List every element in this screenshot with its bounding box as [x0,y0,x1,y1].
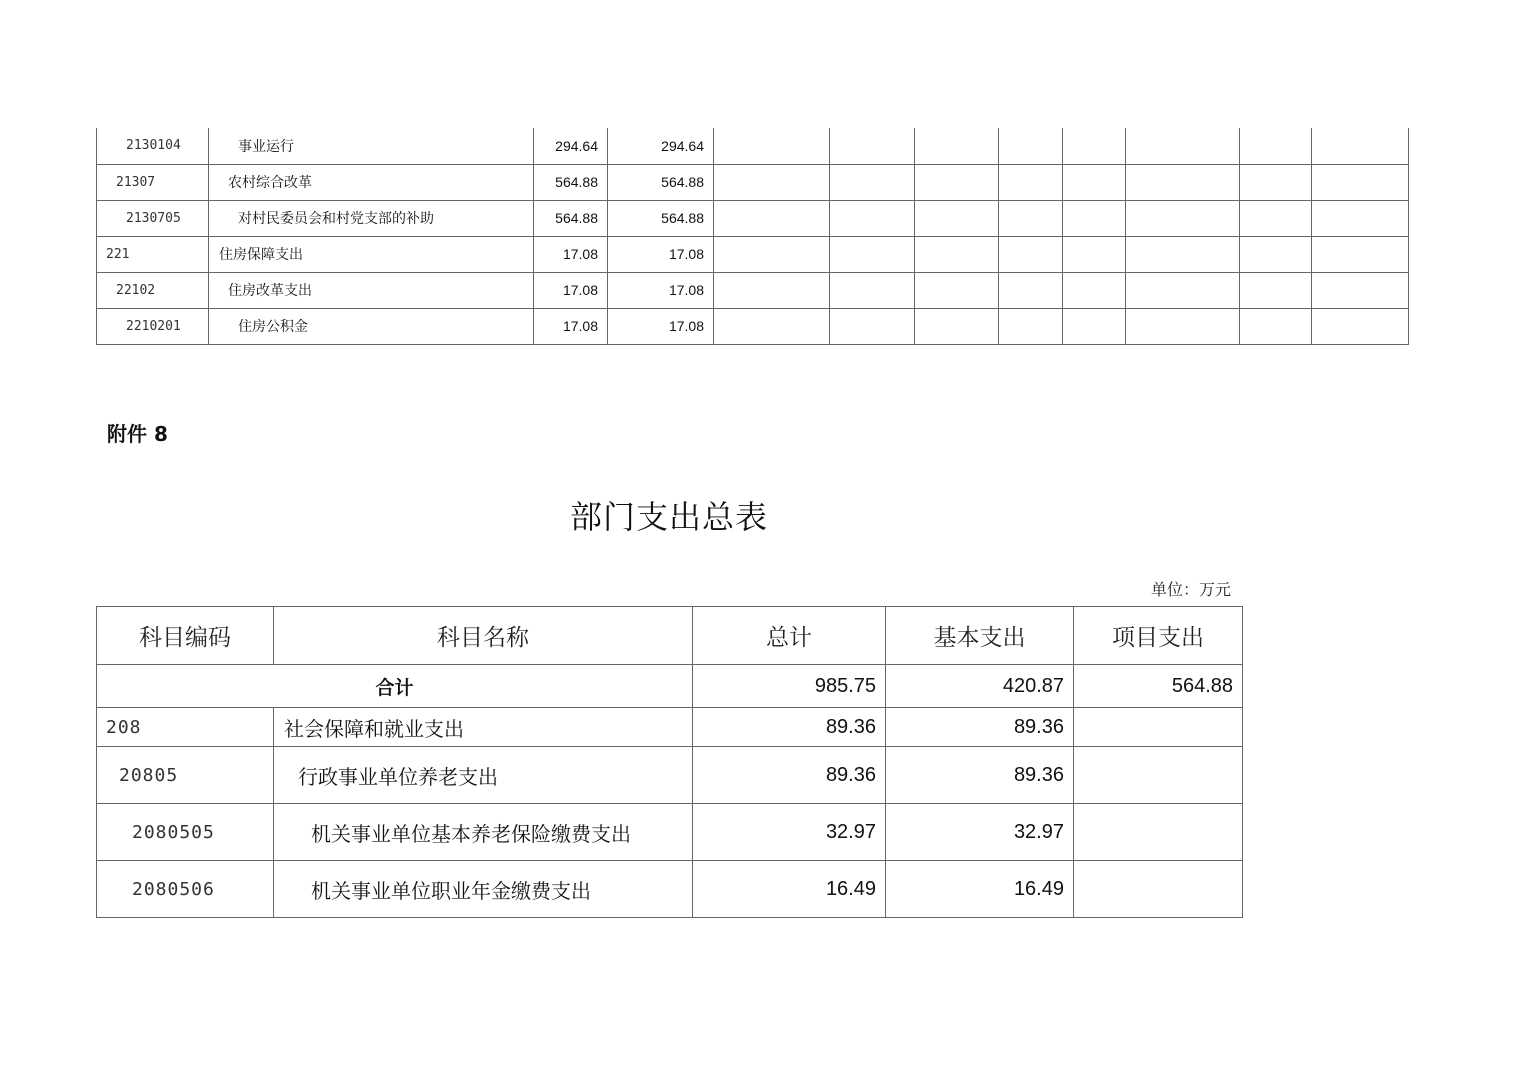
basic-value: 16.49 [886,861,1074,918]
table-row [97,200,1409,236]
subject-code: 2210201 [97,308,209,344]
subject-code: 2130705 [97,200,209,236]
table-row [97,861,1243,918]
total-value: 89.36 [693,747,886,804]
table-row [97,164,1409,200]
subject-name: 农村综合改革 [209,164,534,200]
subject-name: 行政事业单位养老支出 [274,747,693,804]
total-value: 17.08 [534,308,608,344]
total-row [97,665,1243,708]
table-row [97,747,1243,804]
table-row [97,236,1409,272]
table-row [97,708,1243,747]
subject-name: 机关事业单位职业年金缴费支出 [274,861,693,918]
subject-code: 208 [97,708,274,747]
table-row [97,272,1409,308]
subject-name: 住房保障支出 [209,236,534,272]
page-title: 部门支出总表 [569,498,768,536]
subject-name: 事业运行 [209,128,534,164]
header-project-expenditure: 项目支出 [1074,607,1243,665]
total-value: 17.08 [534,272,608,308]
subject-name: 住房改革支出 [209,272,534,308]
basic-value: 564.88 [608,200,714,236]
project-value [1074,861,1243,918]
subject-code: 2130104 [97,128,209,164]
total-value: 32.97 [693,804,886,861]
project-value [1074,747,1243,804]
total-value: 16.49 [693,861,886,918]
basic-value: 564.88 [608,164,714,200]
basic-value: 420.87 [886,665,1074,708]
total-value: 17.08 [534,236,608,272]
subject-code: 21307 [97,164,209,200]
subject-code: 20805 [97,747,274,804]
total-label: 合计 [97,665,693,708]
header-total: 总计 [693,607,886,665]
header-subject-code: 科目编码 [97,607,274,665]
total-value: 564.88 [534,164,608,200]
total-value: 564.88 [534,200,608,236]
basic-value: 17.08 [608,272,714,308]
subject-code: 2080505 [97,804,274,861]
department-expenditure-table [96,606,1243,918]
unit-label: 单位：万元 [1150,580,1231,599]
total-value: 985.75 [693,665,886,708]
basic-value: 89.36 [886,708,1074,747]
basic-value: 89.36 [886,747,1074,804]
subject-name: 住房公积金 [209,308,534,344]
project-value [1074,708,1243,747]
subject-code: 221 [97,236,209,272]
subject-name: 社会保障和就业支出 [274,708,693,747]
total-value: 89.36 [693,708,886,747]
total-value: 294.64 [534,128,608,164]
basic-value: 17.08 [608,308,714,344]
project-value: 564.88 [1074,665,1243,708]
table-row [97,308,1409,344]
header-subject-name: 科目名称 [274,607,693,665]
attachment-label: 附件 8 [107,422,168,446]
subject-name: 对村民委员会和村党支部的补助 [209,200,534,236]
project-value [1074,804,1243,861]
basic-value: 32.97 [886,804,1074,861]
subject-name: 机关事业单位基本养老保险缴费支出 [274,804,693,861]
header-basic-expenditure: 基本支出 [886,607,1074,665]
continued-expenditure-table [96,128,1409,345]
basic-value: 294.64 [608,128,714,164]
table-row [97,804,1243,861]
table-header-row [97,607,1243,665]
table-row [97,128,1409,164]
subject-code: 22102 [97,272,209,308]
subject-code: 2080506 [97,861,274,918]
basic-value: 17.08 [608,236,714,272]
